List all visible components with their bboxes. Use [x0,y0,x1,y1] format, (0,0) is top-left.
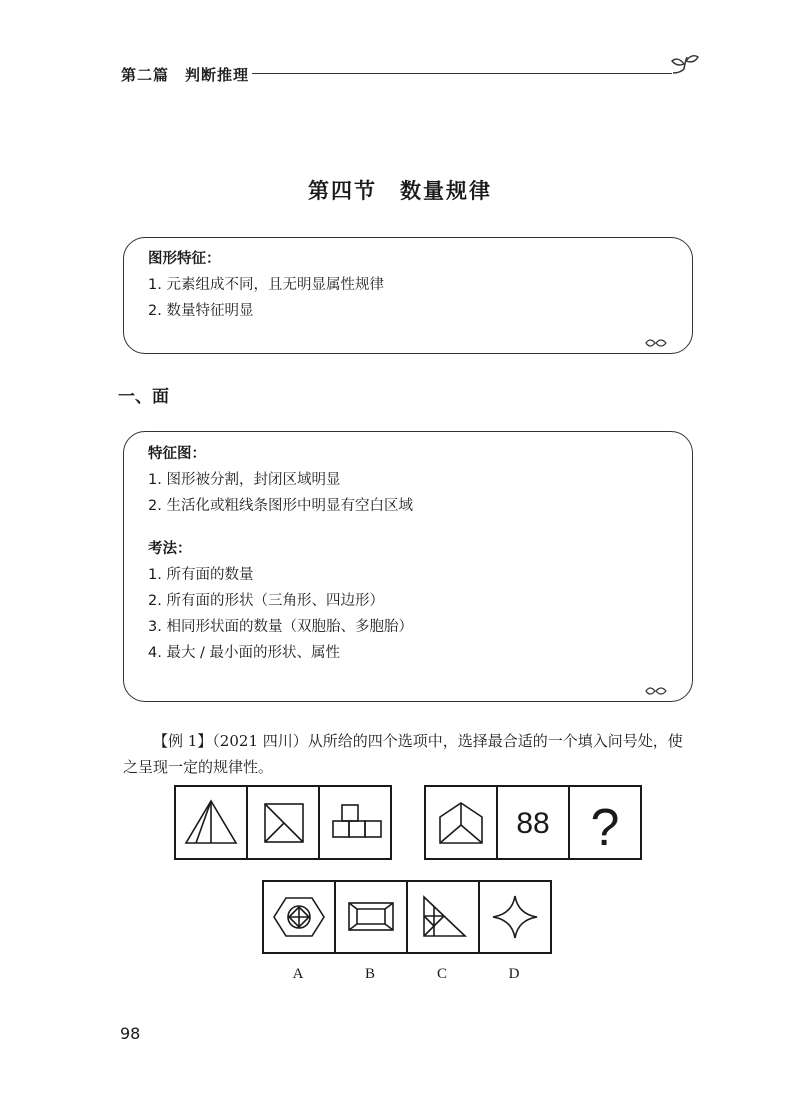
option-d-label[interactable]: D [508,966,520,982]
list-item: 3. 相同形状面的数量（双胞胎、多胞胎） [148,619,413,635]
running-header: 第二篇 判断推理 [121,66,250,84]
list-item: 2. 数量特征明显 [148,303,254,319]
example-question: 【例 1】（2021 四川）从所给的四个选项中，选择最合适的一个填入问号处，使之呈现一定的规律性。 [123,732,683,776]
list-item: 2. 生活化或粗线条图形中明显有空白区域 [148,498,413,514]
square-figure [265,804,303,842]
list-item: 1. 图形被分割，封闭区域明显 [148,472,341,488]
option-d-figure [493,896,537,938]
eights-figure: 88 [516,807,550,840]
feature-box [123,237,693,354]
triangle-figure [186,801,236,843]
option-a-figure [274,898,324,936]
feature-box-title: 图形特征： [148,251,221,267]
subsection-heading: 一、面 [118,387,169,407]
options-figure [262,880,554,956]
block-figure [333,805,381,837]
list-item: 4. 最大 / 最小面的形状、属性 [148,645,341,661]
option-b-figure [349,903,393,930]
option-b-label[interactable]: B [364,966,375,982]
feature-method-box [123,431,693,702]
question-figure [174,785,644,861]
header-rule [252,73,672,74]
list-item: 1. 元素组成不同，且无明显属性规律 [148,277,384,293]
method-title: 考法： [148,541,192,557]
list-item: 2. 所有面的形状（三角形、四边形） [148,593,384,609]
page-number: 98 [120,1024,141,1043]
leaf-icon [644,685,668,697]
section-title: 第四节 数量规律 [308,179,492,203]
option-c-figure [424,897,465,936]
pentagon-figure [440,803,482,843]
option-c-label[interactable]: C [436,966,447,982]
feature-image-title: 特征图： [148,446,206,462]
leaf-icon [644,337,668,349]
option-a-label[interactable]: A [292,966,304,982]
list-item: 1. 所有面的数量 [148,567,254,583]
question-mark: ? [590,799,620,857]
sprout-icon [668,50,702,80]
